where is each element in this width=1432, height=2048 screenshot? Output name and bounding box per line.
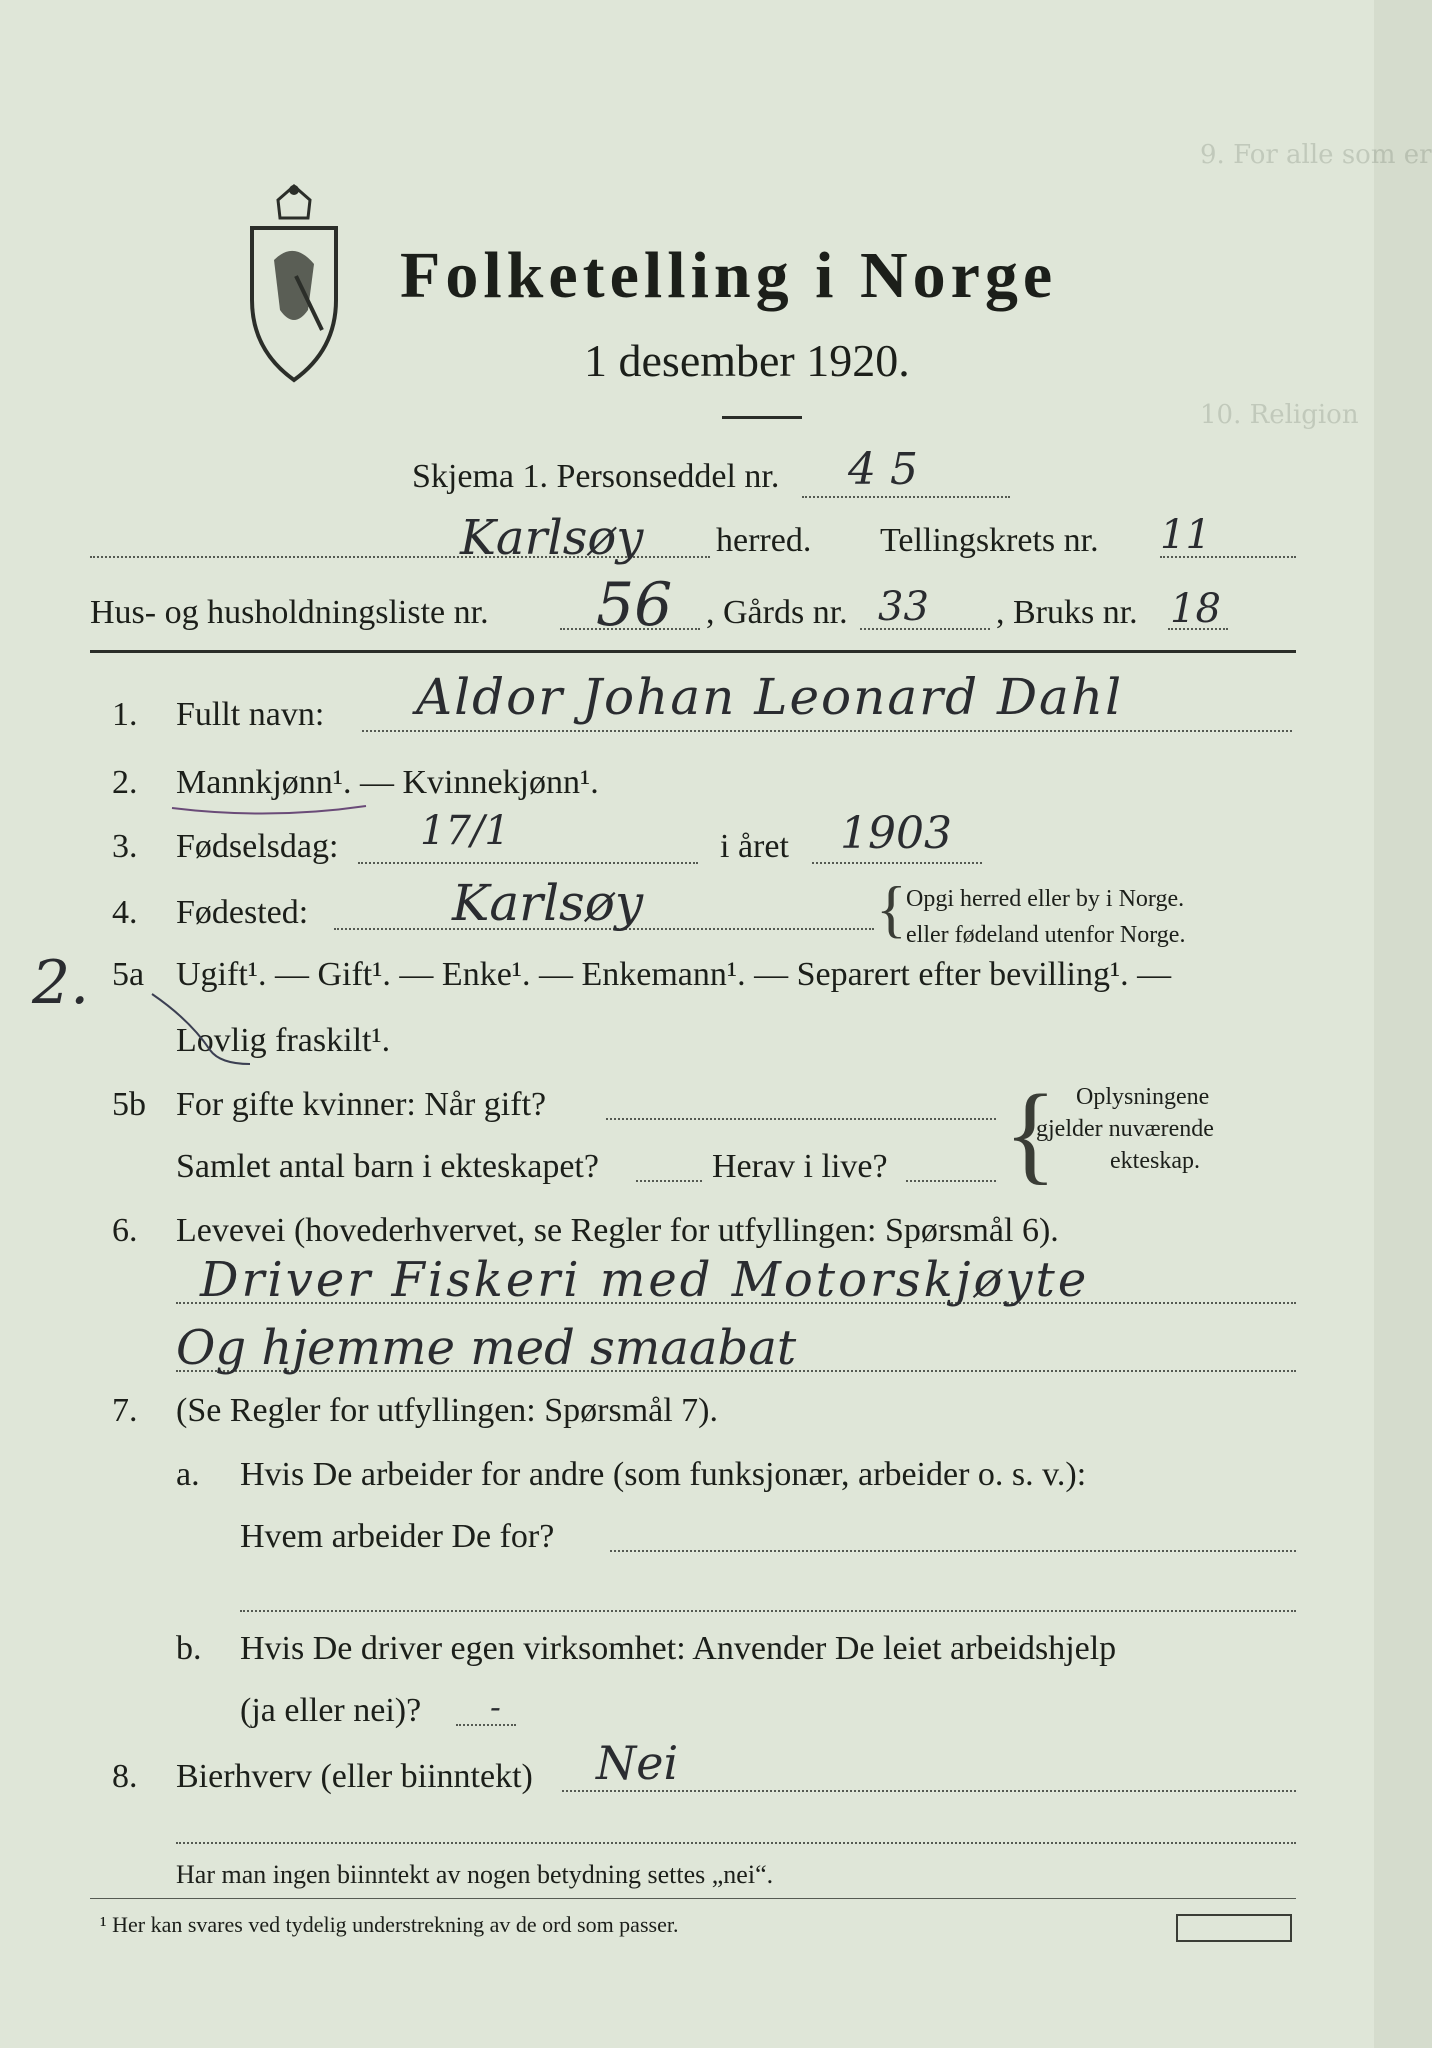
q5b-label: For gifte kvinner: Når gift? — [176, 1086, 547, 1123]
q1-label: Fullt navn: — [176, 696, 325, 733]
q3-year-value: 1903 — [840, 808, 952, 859]
footnote-divider — [90, 1898, 1296, 1899]
q5a-underline-mark — [150, 980, 300, 1070]
tellingskrets-label: Tellingskrets nr. — [880, 522, 1099, 559]
q3-label: Fødselsdag: — [176, 828, 339, 865]
dotted-line — [812, 862, 982, 864]
header-divider — [90, 650, 1296, 653]
q5a-label-line2: Lovlig fraskilt¹. — [176, 1022, 391, 1059]
q4-birthplace-value: Karlsøy — [452, 874, 644, 932]
tellingskrets-value: 11 — [1160, 512, 1211, 558]
title-divider — [722, 416, 802, 419]
q5b-note-3: ekteskap. — [1110, 1148, 1200, 1174]
dotted-line — [606, 1118, 996, 1120]
q4-label: Fødested: — [176, 894, 309, 931]
gards-value: 33 — [878, 584, 929, 630]
gards-label: , Gårds nr. — [706, 594, 848, 631]
herred-value: Karlsøy — [460, 510, 644, 566]
dotted-line — [802, 496, 1010, 498]
q8-label: Bierhverv (eller biinntekt) — [176, 1758, 533, 1795]
q6-label: Levevei (hovederhvervet, se Regler for utfyllingen: Spørsmål 6). — [176, 1212, 1059, 1249]
q7a-label: Hvis De arbeider for andre (som funksjonær, arbeider o. s. v.): — [240, 1456, 1087, 1493]
q6-occupation-line2: Og hjemme med smaabat — [176, 1320, 797, 1376]
form-title: Folketelling i Norge — [400, 239, 1058, 312]
bruks-label: , Bruks nr. — [996, 594, 1138, 631]
q4-note-2: eller fødeland utenfor Norge. — [906, 922, 1186, 948]
q1-full-name-value: Aldor Johan Leonard Dahl — [416, 668, 1124, 726]
q5b-note-2: gjelder nuværende — [1036, 1116, 1214, 1142]
husholdningsliste-label: Hus- og husholdningsliste nr. — [90, 594, 489, 631]
form-date: 1 desember 1920. — [584, 335, 910, 386]
q5b-number: 5b — [112, 1086, 146, 1123]
q5b-alive-label: Herav i live? — [712, 1148, 888, 1185]
bleed-through-text: 10. Religion — [1200, 400, 1359, 430]
q3-number: 3. — [112, 828, 138, 865]
q2-number: 2. — [112, 764, 138, 801]
dotted-line — [176, 1842, 1296, 1844]
dotted-line — [362, 730, 1292, 732]
dotted-line — [636, 1180, 702, 1182]
q7b-letter: b. — [176, 1630, 202, 1667]
q4-number: 4. — [112, 894, 138, 931]
q7b-label: Hvis De driver egen virksomhet: Anvender De leiet arbeidshjelp — [240, 1630, 1117, 1667]
dotted-line — [906, 1180, 996, 1182]
q6-number: 6. — [112, 1212, 138, 1249]
schema-label: Skjema 1. Personseddel nr. — [412, 458, 780, 495]
dotted-line — [358, 862, 698, 864]
husholdningsliste-value: 56 — [596, 570, 673, 640]
dotted-line — [456, 1724, 516, 1726]
herred-label: herred. — [716, 522, 812, 559]
dotted-line — [240, 1610, 1296, 1612]
coat-of-arms-icon — [238, 180, 350, 390]
q8-value: Nei — [596, 1736, 679, 1790]
bleed-through-text: 9. For alle som er — [1200, 140, 1432, 170]
q7-label: (Se Regler for utfyllingen: Spørsmål 7). — [176, 1392, 719, 1429]
margin-note: 2. — [32, 948, 90, 1018]
person-number-value: 4 5 — [848, 444, 918, 495]
q5b-brace: { — [1004, 1072, 1057, 1194]
q1-number: 1. — [112, 696, 138, 733]
q8-number: 8. — [112, 1758, 138, 1795]
dotted-line — [562, 1790, 1296, 1792]
q4-brace: { — [876, 873, 907, 944]
q6-occupation-line1: Driver Fiskeri med Motorskjøyte — [200, 1252, 1090, 1308]
q7a-question: Hvem arbeider De for? — [240, 1518, 555, 1555]
q5b-children-label: Samlet antal barn i ekteskapet? — [176, 1148, 599, 1185]
q5b-note-1: Oplysningene — [1076, 1084, 1210, 1110]
q5a-number: 5a — [112, 956, 145, 993]
q7a-letter: a. — [176, 1456, 200, 1493]
q2-label: Mannkjønn¹. — Kvinnekjønn¹. — [176, 764, 599, 801]
printer-mark — [1176, 1914, 1292, 1942]
q7b-value: - — [490, 1688, 501, 1726]
q7b-question: (ja eller nei)? — [240, 1692, 422, 1729]
q7-number: 7. — [112, 1392, 138, 1429]
bruks-value: 18 — [1170, 586, 1221, 632]
q4-note-1: Opgi herred eller by i Norge. — [906, 886, 1185, 912]
q5a-label: Ugift¹. — Gift¹. — Enke¹. — Enkemann¹. — Separert efter bevilling¹. — — [176, 956, 1172, 993]
q2-underline-mark — [170, 800, 370, 818]
income-note: Har man ingen biinntekt av nogen betydning settes „nei“. — [176, 1860, 774, 1889]
footnote: ¹ Her kan svares ved tydelig understrekning av de ord som passer. — [100, 1912, 679, 1937]
q3-year-label: i året — [720, 828, 789, 865]
q3-birthday-value: 17/1 — [420, 808, 510, 854]
dotted-line — [610, 1550, 1296, 1552]
